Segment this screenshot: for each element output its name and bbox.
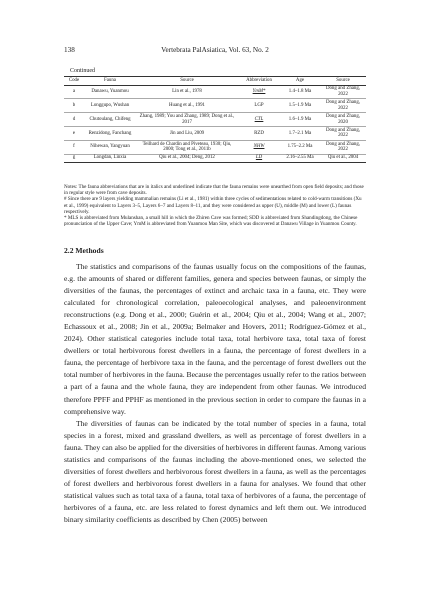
table-notes [64,184,366,227]
cell-source: Lin et al., 1978 [136,85,238,99]
table-row [64,154,366,162]
body-paragraph: The statistics and comparisons of the faunas usually focus on the compositions of the faunas, e.g. the amounts of shared or different families, genera and species between faunas, or simply the diversities of the faunas, the percentages of extinct and archaic taxa in a fauna, etc. They were calculated for chronological correlation, paleoecological analyses, and paleoenvironment reconstructions (e.g. Dong et al., 2000; Guérin et al., 2004; Qiu et al., 2004; Wang et al., 2007; Echassoux et al., 2008; Jin et al., 2009a; Belmaker and Hovers, 2011; Rodríguez-Gómez et al., 2024). Other statistical categories include total taxa, total herbivore taxa, total taxa of forest dwellers or total herbivorous forest dwellers in a fauna, the percentage of forest dwellers in a fauna, the percentage of herbivore taxa in the fauna, and the percentage of forest dwellers out the total number of herbivores in the fauna. Because the percentages usually refer to the ratios between a part of a fauna and the whole fauna, they are independent from other faunas. We introduced therefore PPFF and PPHF as mentioned in the previous section in order to compare the faunas in a comprehensive way. [64,262,366,416]
cell-age: 1.6–1.9 Ma [280,113,320,127]
section-heading: 2.2 Methods [64,246,104,255]
column-header-source: Source [136,77,238,86]
cell-code: g [64,154,84,162]
column-header-fauna: Fauna [84,77,136,86]
note-asterisk: * MLS is abbreviated from Mulanshan, a small hill in which the Zhiren Cave was formed; SDD is abbreviated from Shandingdong, the Chinese pronunciation of the Upper Cave; YmM is abbreviated from Yuanmou Man Site, which was discovered at Danawu Village in Yuanmou County. [64,215,358,228]
cell-fauna: Renzidong, Fanchang [84,126,136,140]
cell-fauna: Longgupo, Wushan [84,99,136,113]
cell-age-source: Dong and Zhang, 2020 [320,113,366,127]
column-header-abbreviation: Abbreviation [238,77,280,86]
note-hash: # Since there are 9 layers yielding mammalian remains (Li et al., 1981) within three cycles of sedimentations related to cold-warm transitions (Xu et al., 1999) equivalent to Layers 3–5, Layers 6–7 and Layers 8–11, and they were considered as upper (U), middle (M) and lower (L) faunas respectively. [64,196,362,215]
cell-age-source: Dong and Zhang, 2022 [320,126,366,140]
cell-age: 2.16–2.55 Ma [280,154,320,162]
body-paragraph: The diversities of faunas can be indicated by the total number of species in a fauna, total species in a forest, mixed and grassland dwellers, as well as percentage of forest dwellers in a fauna. They can also be applied for the diversities of herbivores in different faunas. Among various statistics and comparisons of the faunas including the above-mentioned ones, we selected the diversities of forest dwellers and herbivorous forest dwellers in a fauna, as well as the percentages of forest dwellers and herbivorous forest dwellers in a fauna for analyses. We found that other statistical values such as total taxa of a fauna, total taxa of herbivores of a fauna, the percentage of herbivores of a fauna, etc. are less related to forest dynamics and left them out. We introduced binary similarity coefficients as described by Chen (2005) between [64,418,366,524]
table-body [64,85,366,162]
cell-age: 1.75–2.2 Ma [280,140,320,154]
page-number: 138 [64,46,75,54]
cell-age-source: Dong and Zhang, 2022 [320,140,366,154]
table-row [64,85,366,99]
cell-age-source: Dong and Zhang, 2022 [320,85,366,99]
running-title: Vertebrata PalAsiatica, Vol. 63, No. 2 [161,46,269,54]
cell-abbreviation: LD [238,154,280,162]
cell-abbreviation: LGP [238,99,280,113]
cell-source: Teilhard de Chardin and Piveteau, 1930; Qiu, 2000; Tong et al., 2011b [136,140,238,154]
cell-fauna: Longdan, Linxia [84,154,136,162]
cell-code: f [64,140,84,154]
cell-code: d [64,113,84,127]
cell-fauna: Chutoulang, Chifeng [84,113,136,127]
cell-abbreviation: RZD [238,126,280,140]
table-row [64,140,366,154]
cell-age-source: Qiu et al., 2004 [320,154,366,162]
column-header-age-source: Source [320,77,366,86]
cell-age-source: Dong and Zhang, 2022 [320,99,366,113]
cell-fauna: Nihewan, Yangyuan [84,140,136,154]
cell-age: 1.4–1.8 Ma [280,85,320,99]
cell-age: 1.5–1.9 Ma [280,99,320,113]
page-header [64,46,366,58]
table-row [64,126,366,140]
column-header-age: Age [280,77,320,86]
table-continued-label: Continued [70,68,95,74]
table-header-row [64,77,366,86]
section-body [64,261,366,526]
cell-abbreviation: NHW [238,140,280,154]
cell-source: Zhang, 1989; You and Zhang, 1989; Dong et al., 2017 [136,113,238,127]
cell-code: e [64,126,84,140]
cell-code: b [64,99,84,113]
note-general: Notes: The fauna abbreviations that are in italics and underlined indicate that the fauna remains were unearthed from open field deposits; and those in regular style were from cave deposits. [64,184,364,197]
table-row [64,99,366,113]
fauna-table [64,76,366,163]
cell-code: a [64,85,84,99]
cell-age: 1.7–2.1 Ma [280,126,320,140]
cell-source: Huang et al., 1991 [136,99,238,113]
cell-fauna: Danawu, Yuanmou [84,85,136,99]
cell-source: Jin and Liu, 2009 [136,126,238,140]
cell-abbreviation: CTL [238,113,280,127]
table-row [64,113,366,127]
column-header-code: Code [64,77,84,86]
cell-source: Qiu et al., 2004; Deng, 2012 [136,154,238,162]
cell-abbreviation: YmM* [238,85,280,99]
